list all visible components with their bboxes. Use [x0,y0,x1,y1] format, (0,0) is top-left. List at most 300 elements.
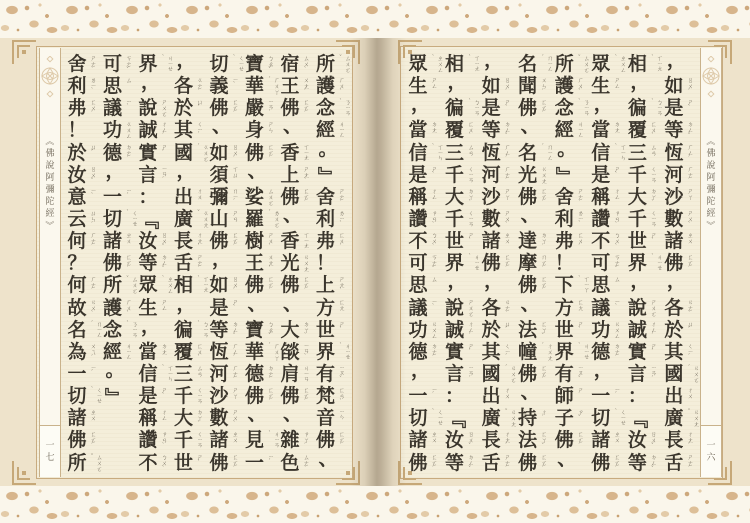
char-cell [405,94,441,120]
zhuyin-annotation: ㄉㄜˊ [430,342,436,361]
char-cell [442,98,478,120]
vertical-char: 彌 [706,184,716,194]
text-column [442,54,478,475]
char-cell [313,231,349,253]
zhuyin-annotation: ㄙ [612,276,619,283]
zhuyin-annotation: ㄑㄧㄢ [195,431,202,449]
zhuyin-annotation: ㄅㄧㄢˋ [195,320,208,338]
sutra-character: ， [176,160,196,182]
char-cell [624,187,660,209]
zhuyin-annotation: ㄨㄣˊ [539,77,546,96]
zhuyin-annotation: ㄈㄚˇ [539,320,546,339]
zhuyin-annotation: ㄅㄨˋ [612,232,619,251]
sutra-character: 、 [282,116,302,138]
sutra-character: 華 [244,76,264,98]
zhuyin-annotation: ㄈㄢˋ [337,387,344,406]
char-cell [405,408,441,430]
zhuyin-annotation: ㄕˊ [466,342,473,355]
sutra-character: 佛 [67,430,87,452]
char-cell [515,143,551,165]
text-column [171,50,208,475]
char-cell [135,275,171,297]
char-cell [478,165,514,187]
char-cell [100,160,136,187]
page-number-left [45,441,54,462]
zhuyin-annotation: ㄓㄨ [231,431,237,444]
sutra-character: 不 [591,231,611,253]
char-cell [171,209,207,231]
char-cell [624,120,660,142]
text-column [661,50,698,475]
sutra-character: 德 [244,364,264,386]
vertical-char: 》 [705,220,716,230]
sutra-character: ， [176,50,196,71]
zhuyin-annotation: ㄩˊ [503,320,510,333]
sutra-character: 出 [173,187,193,209]
zhuyin-annotation: ㄗㄢˋ [160,431,166,450]
vertical-char: 阿 [706,172,716,182]
zhuyin-annotation: ㄕㄥ [430,77,436,90]
zhuyin-annotation: ㄩˊ [685,320,692,333]
char-cell [242,342,278,364]
sutra-character: 當 [138,342,158,364]
sutra-character: 當 [408,120,428,142]
char-cell [551,209,587,231]
char-cell [405,187,441,209]
zhuyin-annotation: ㄇㄧˊ [231,187,237,205]
char-cell [661,98,697,120]
sutra-character: 護 [554,76,574,98]
char-cell [661,143,697,165]
sutra-character: 。 [105,359,125,381]
sutra-character: 沙 [209,386,229,408]
char-cell [242,364,278,386]
vertical-char: 陀 [45,196,55,206]
sutra-character: 言 [445,364,465,386]
corner-ornament [12,40,36,64]
right-page-text [405,50,698,475]
char-cell [588,120,624,142]
char-cell [206,453,242,475]
char-cell [313,298,349,320]
text-column [624,54,660,475]
zhuyin-annotation: ㄈㄛˊ [539,99,546,118]
sutra-character: 各 [173,76,193,98]
char-cell [405,275,441,297]
char-cell [313,364,349,386]
sutra-character: 徧 [445,98,465,120]
char-cell [478,364,514,386]
char-cell [242,253,278,275]
sutra-character: 諸 [591,430,611,452]
zhuyin-annotation: ㄕㄜˋ [337,187,344,206]
zhuyin-annotation: ㄎㄜˇ [124,55,131,73]
char-cell [624,320,660,342]
sutra-character: 、 [247,293,267,315]
sutra-character: 廣 [173,209,193,231]
zhuyin-annotation: ㄍㄨㄛˊ [195,143,208,162]
sutra-character: 汝 [138,231,158,253]
sutra-character: 廣 [664,408,684,430]
char-cell [442,320,478,342]
char-cell [515,320,551,342]
char-cell [661,342,697,364]
sutra-character: 一 [67,364,87,386]
zhuyin-annotation: ㄈㄛˊ [231,453,237,472]
char-cell [100,320,136,342]
char-cell [588,187,624,209]
sutra-character: 等 [627,452,647,474]
sutra-character: ！ [554,253,574,275]
strip-flower-ornament [701,56,721,104]
zhuyin-annotation: ㄈㄛˊ [89,431,95,450]
zhuyin-annotation: ㄏㄥˊ [685,143,692,162]
sutra-character: 議 [408,297,428,319]
sutra-character: 界 [315,342,335,364]
zhuyin-annotation: ㄧˊ [266,453,273,465]
char-cell [171,253,207,275]
sutra-character: 諸 [67,408,87,430]
sutra-character: 義 [209,76,229,98]
zhuyin-annotation: ㄈㄛˊ [266,276,273,295]
zhuyin-annotation: ㄔㄥˊ [160,121,166,140]
vertical-char: 一 [45,440,55,450]
sutra-character: ， [484,50,504,71]
char-cell [624,430,660,452]
sutra-character: 見 [244,430,264,452]
sutra-character: 佛 [481,253,501,275]
char-cell [405,209,441,231]
char-cell [661,364,697,386]
sutra-character: 實 [445,342,465,364]
zhuyin-annotation: ㄑㄧㄢ [649,165,656,183]
sutra-character: 佛 [518,98,538,120]
zhuyin-annotation: ㄔㄥˊ [466,320,473,339]
char-cell [661,76,697,98]
sutra-character: ， [140,72,160,94]
sutra-character: 佛 [554,430,574,452]
zhuyin-annotation: ㄕˊ [160,143,166,156]
char-cell [64,453,100,475]
char-cell [442,386,478,408]
sutra-character: 佛 [102,253,122,275]
sutra-character: 肩 [280,364,300,386]
zhuyin-annotation: ㄇㄧㄥˊ [539,55,552,72]
sutra-character: 長 [481,430,501,452]
sutra-character: 舍 [67,54,87,76]
zhuyin-annotation: ㄈㄛˊ [231,99,237,118]
zhuyin-annotation: ㄒㄧㄤˋ [649,55,662,72]
zhuyin-annotation: ㄍㄨㄥ [430,320,436,339]
sutra-character: 師 [554,386,574,408]
sutra-character: 法 [518,319,538,341]
sutra-character: 、 [247,404,267,426]
sutra-character: 佛 [518,275,538,297]
text-column [515,54,551,475]
zhuyin-annotation: ㄐㄧㄝˋ [160,55,172,72]
char-cell [64,76,100,98]
zhuyin-annotation: ㄈㄨˋ [649,121,656,140]
char-cell [442,120,478,142]
sutra-character: 思 [102,76,122,98]
sutra-character: 不 [138,452,158,474]
sutra-character: 雜 [280,430,300,452]
char-cell [64,209,100,231]
sutra-character: ？ [67,253,87,275]
sutra-character: 羅 [244,209,264,231]
sutra-character: 佛 [518,187,538,209]
sutra-character: 切 [209,54,229,76]
zhuyin-annotation: ㄙㄨㄛˇ [89,453,101,472]
decorative-border-bottom [0,485,750,523]
sutra-character: 如 [209,275,229,297]
sutra-character: 讚 [408,209,428,231]
zhuyin-annotation: ㄙㄨˋ [302,55,308,73]
zhuyin-annotation: ㄙㄢ [466,143,473,156]
sutra-character: 華 [244,342,264,364]
sutra-character: 切 [591,408,611,430]
zhuyin-annotation: ㄌㄨㄛˊ [266,209,279,228]
sutra-character: 如 [664,76,684,98]
char-cell [135,253,171,275]
sutra-character: 佛 [664,253,684,275]
zhuyin-annotation: ㄕˋ [685,99,692,112]
char-cell [405,165,441,187]
zhuyin-annotation: ㄑㄧㄝˋ [89,387,101,404]
sutra-character: 眾 [408,54,428,76]
zhuyin-annotation: ㄕㄜˋ [576,187,583,206]
sutra-character: 切 [102,209,122,231]
char-cell [277,54,313,76]
sutra-character: 舌 [481,452,501,474]
char-cell [405,386,441,408]
zhuyin-annotation: ㄈㄛˊ [337,431,344,450]
zhuyin-annotation: ㄕㄜˋ [89,55,95,73]
zhuyin-annotation: ㄒㄩ [231,165,237,178]
char-cell [515,430,551,452]
sutra-character: 寶 [244,319,264,341]
sutra-character: 恆 [664,142,684,164]
sutra-character: 切 [67,386,87,408]
char-cell [64,165,100,187]
zhuyin-annotation: ㄈㄛˊ [539,187,546,206]
char-cell [242,98,278,120]
zhuyin-annotation: ㄧㄢˊ [649,364,656,382]
sutra-character: 一 [591,386,611,408]
char-cell [100,298,136,320]
vertical-char: 《 [705,136,716,146]
zhuyin-annotation: ㄨㄤˊ [302,77,308,96]
char-cell [135,408,171,430]
char-cell [64,364,100,386]
zhuyin-annotation: ㄔㄥ [430,187,436,200]
zhuyin-annotation: ㄙㄨㄛˇ [576,55,589,73]
char-cell [405,359,441,386]
zhuyin-annotation: ㄙㄨㄛˇ [337,55,350,73]
sutra-character: 出 [481,386,501,408]
char-cell [442,209,478,231]
zhuyin-annotation: ㄏㄥˊ [503,143,510,162]
sutra-character: 云 [67,209,87,231]
char-cell [624,72,660,98]
char-cell [313,187,349,209]
sutra-character: 世 [315,319,335,341]
sutra-character: 不 [408,231,428,253]
sutra-character: 於 [173,98,193,120]
sutra-character: 功 [408,319,428,341]
sutra-character: 念 [554,98,574,120]
zhuyin-annotation: ㄒㄧㄤˋ [466,55,479,72]
sutra-character: 信 [138,364,158,386]
sutra-character: 佛 [280,386,300,408]
char-cell [551,165,587,187]
sutra-character: 名 [518,54,538,76]
zhuyin-annotation: ㄙㄨㄛ [266,187,273,206]
char-cell [171,342,207,364]
sutra-character: 大 [445,187,465,209]
char-cell [661,453,697,475]
zhuyin-annotation: ㄈㄨˊ [576,232,583,251]
zhuyin-annotation: ㄕˋ [649,232,656,245]
char-cell [206,165,242,187]
zhuyin-annotation: ㄈㄨˋ [195,342,202,361]
char-cell [64,120,100,142]
vertical-char: 經 [45,208,55,218]
char-cell [171,187,207,209]
zhuyin-annotation: ㄈㄨˋ [466,121,473,140]
zhuyin-annotation: ㄈㄛˊ [302,187,308,206]
sutra-character: 一 [244,452,264,474]
zhuyin-annotation: ㄨㄟˊ [89,342,95,361]
char-cell [100,120,136,142]
sutra-character: ， [593,94,613,116]
zhuyin-annotation: ㄉㄜˊ [612,342,619,361]
char-cell [277,293,313,320]
sutra-character: 三 [627,142,647,164]
zhuyin-annotation: ㄅㄧㄢˋ [649,99,662,117]
sutra-character: 達 [518,231,538,253]
sutra-character: 大 [173,408,193,430]
sutra-character: 何 [67,275,87,297]
char-cell [206,408,242,430]
text-column [135,54,171,475]
char-cell [442,72,478,98]
char-cell [100,253,136,275]
char-cell [551,253,587,275]
sutra-character: 山 [209,209,229,231]
char-cell [135,98,171,120]
vertical-char: 一 [706,440,716,450]
zhuyin-annotation: ㄩˊ [195,99,202,112]
char-cell [442,231,478,253]
char-cell [551,320,587,342]
zhuyin-annotation: ㄕㄨˋ [266,232,273,251]
char-cell [588,359,624,386]
zhuyin-annotation: ㄕˊ [649,342,656,355]
zhuyin-annotation: ㄕˋ [160,387,166,400]
sutra-character: ， [105,160,125,182]
sutra-character: 當 [591,120,611,142]
sutra-character: 佛 [280,275,300,297]
left-page-text [64,50,350,475]
char-cell [135,143,171,165]
sutra-character: 生 [408,76,428,98]
zhuyin-annotation: ㄧˋ [124,99,131,111]
sutra-character: 國 [664,364,684,386]
zhuyin-annotation: ㄧˋ [430,298,436,310]
char-cell [588,231,624,253]
sutra-character: 弗 [67,98,87,120]
zhuyin-annotation: ㄕㄥ [160,298,166,311]
sutra-character: 其 [664,342,684,364]
char-cell [551,231,587,253]
char-cell [64,143,100,165]
vertical-char: 阿 [45,172,55,182]
sutra-character: 、 [520,204,540,226]
sutra-character: 實 [627,342,647,364]
char-cell [588,143,624,165]
zhuyin-annotation: ㄧˊ [430,387,436,398]
char-cell [405,298,441,320]
zhuyin-annotation: ㄓㄨ [685,232,692,245]
sutra-character: 幢 [518,342,538,364]
corner-ornament [12,461,36,485]
char-cell [588,320,624,342]
zhuyin-annotation: ㄕㄤˋ [302,165,308,184]
char-cell [478,50,514,76]
sutra-character: 數 [209,408,229,430]
sutra-character: 利 [67,76,87,98]
left-margin-strip [39,48,61,477]
sutra-character: 功 [102,120,122,142]
char-cell [135,315,171,342]
char-cell [277,165,313,187]
char-cell [206,116,242,142]
char-cell [206,187,242,209]
char-cell [515,342,551,364]
sutra-character: ， [410,359,430,381]
zhuyin-annotation: ㄌㄧˋ [576,209,583,227]
sutra-character: 覆 [627,120,647,142]
zhuyin-annotation: ㄕˋ [466,232,473,245]
char-cell [242,404,278,430]
page-number-box-left [40,426,60,477]
char-cell [588,453,624,475]
zhuyin-annotation: ㄕˋ [576,320,583,333]
sutra-character: ： [445,386,465,408]
char-cell [100,209,136,231]
sutra-character: 上 [280,164,300,186]
zhuyin-annotation: ㄉㄤ [160,342,166,355]
zhuyin-annotation: ㄏㄨˋ [337,77,344,96]
text-column [313,54,349,475]
sutra-character: 佛 [209,98,229,120]
zhuyin-annotation: ㄈㄛˊ [539,364,546,383]
zhuyin-annotation: ㄏㄜˊ [503,165,510,184]
sutra-character: 生 [138,297,158,319]
char-cell [100,54,136,76]
sutra-character: 誠 [627,319,647,341]
sutra-character: 嚴 [244,98,264,120]
sutra-character: 相 [445,54,465,76]
sutra-character: ， [666,271,686,293]
sutra-character: ， [447,271,467,293]
zhuyin-annotation: ㄉㄚˋ [466,187,473,206]
char-cell [588,430,624,452]
sutra-character: 是 [664,98,684,120]
sutra-character: 』 [553,166,575,186]
zhuyin-annotation: ㄒㄧㄤˋ [195,276,208,294]
